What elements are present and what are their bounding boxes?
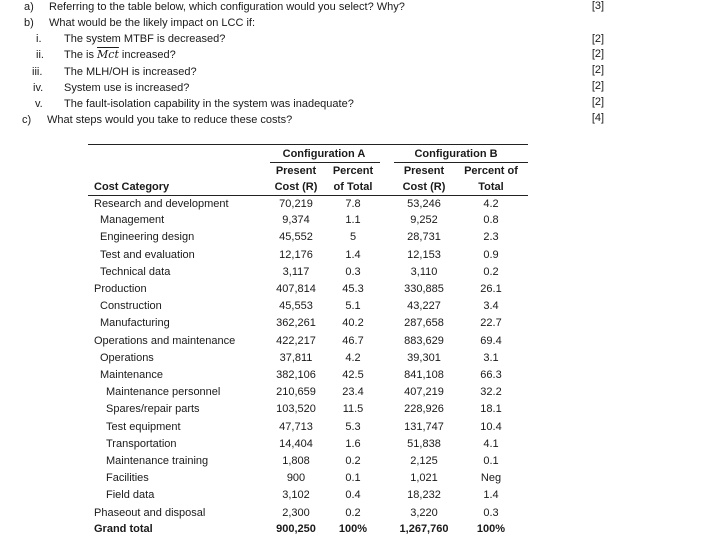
config-b-percent: 32.2: [480, 386, 502, 398]
question-text: What would be the likely impact on LCC if:: [49, 17, 256, 29]
b-present-header-2: Cost (R): [402, 181, 446, 193]
question-text: The MLH/OH is increased?: [64, 66, 197, 78]
config-a-header: Configuration A: [282, 148, 366, 160]
cost-category-label: Test equipment: [106, 421, 181, 433]
config-a-cost: 45,553: [279, 300, 313, 312]
config-a-cost: 45,552: [279, 231, 313, 243]
config-a-cost: 9,374: [282, 214, 310, 226]
cost-category-label: Operations and maintenance: [94, 335, 236, 347]
question-text-end: increased?: [118, 49, 176, 61]
config-a-percent: 0.3: [345, 266, 361, 278]
config-b-header: Configuration B: [414, 148, 498, 160]
config-a-cost: 1,808: [282, 455, 310, 467]
question-text-start: The is: [64, 49, 98, 61]
config-a-cost: 3,102: [282, 489, 310, 501]
config-a-cost: 14,404: [279, 438, 313, 450]
config-b-cost: 228,926: [404, 403, 444, 415]
config-a-percent: 0.1: [345, 472, 361, 484]
config-a-cost: 103,520: [276, 403, 316, 415]
config-b-percent: 0.8: [483, 214, 499, 226]
config-a-percent: 45.3: [342, 283, 364, 295]
question-text: [64, 47, 176, 63]
config-a-percent: 23.4: [342, 386, 364, 398]
config-b-cost: 51,838: [407, 438, 441, 450]
a-percent-header-2: of Total: [333, 181, 373, 193]
question-number: i.: [36, 33, 42, 45]
config-a-cost: 900: [286, 472, 306, 484]
cost-category-label: Production: [94, 283, 147, 295]
cost-category-label: Engineering design: [100, 231, 195, 243]
cost-category-label: Transportation: [106, 438, 177, 450]
question-number: iii.: [32, 66, 43, 78]
question-text: Referring to the table below, which configuration would you select? Why?: [49, 1, 405, 13]
config-a-percent: 46.7: [342, 335, 364, 347]
question-text: The fault-isolation capability in the system was inadequate?: [64, 98, 354, 110]
cost-category-label: Spares/repair parts: [106, 403, 200, 415]
config-b-cost: 28,731: [407, 231, 441, 243]
config-b-cost: 3,110: [410, 266, 438, 278]
question-mark: [2]: [591, 33, 605, 45]
config-b-percent: 18.1: [480, 403, 502, 415]
config-a-percent: 11.5: [342, 403, 364, 415]
question-mark: [2]: [591, 80, 605, 92]
config-b-cost: 131,747: [404, 421, 444, 433]
config-b-percent: 0.2: [483, 266, 499, 278]
cost-category-label: Construction: [100, 300, 162, 312]
a-present-header: Present: [275, 165, 317, 177]
question-number: c): [22, 114, 32, 126]
config-a-percent: 42.5: [342, 369, 364, 381]
config-b-percent: 100%: [476, 523, 506, 535]
config-b-cost: 53,246: [407, 198, 441, 210]
config-a-percent: 7.8: [345, 198, 361, 210]
question-mark: [2]: [591, 96, 605, 108]
config-a-percent: 5.3: [345, 421, 361, 433]
cost-category-label: Maintenance: [100, 369, 163, 381]
config-a-percent: 1.6: [345, 438, 361, 450]
question-number: a): [24, 1, 34, 13]
config-a-cost: 382,106: [276, 369, 316, 381]
question-number: v.: [35, 98, 43, 110]
question-number: ii.: [36, 49, 44, 61]
config-b-cost: 2,125: [410, 455, 438, 467]
config-b-percent: 4.1: [483, 438, 499, 450]
config-a-percent: 100%: [338, 523, 368, 535]
config-b-cost: 407,219: [404, 386, 444, 398]
config-a-percent: 0.2: [345, 455, 361, 467]
config-a-percent: 0.4: [345, 489, 361, 501]
question-number: b): [24, 17, 34, 29]
config-a-percent: 5.1: [345, 300, 361, 312]
a-percent-header: Percent: [332, 165, 374, 177]
config-b-percent: Neg: [480, 472, 502, 484]
question-text: What steps would you take to reduce these costs?: [47, 114, 293, 126]
b-percent-header: Percent of: [464, 165, 518, 177]
config-a-percent: 40.2: [342, 317, 364, 329]
question-mark: [2]: [591, 64, 605, 76]
config-a-cost: 2,300: [282, 507, 310, 519]
config-b-percent: 0.9: [483, 249, 499, 261]
config-b-percent: 4.2: [483, 198, 499, 210]
config-b-cost: 43,227: [407, 300, 441, 312]
config-b-cost: 3,220: [410, 507, 438, 519]
config-a-cost: 900,250: [276, 523, 316, 535]
config-b-cost: 1,021: [410, 472, 438, 484]
config-a-cost: 422,217: [276, 335, 316, 347]
config-b-percent: 3.1: [483, 352, 499, 364]
cost-category-label: Maintenance training: [106, 455, 209, 467]
config-a-percent: 1.1: [345, 214, 361, 226]
cost-category-label: Facilities: [106, 472, 149, 484]
question-mark: [2]: [591, 48, 605, 60]
config-a-cost: 37,811: [279, 352, 313, 364]
question-text: The system MTBF is decreased?: [64, 33, 226, 45]
table-top-rule: [88, 144, 528, 145]
config-a-percent: 4.2: [345, 352, 361, 364]
config-a-cost: 3,117: [282, 266, 310, 278]
cost-category-label: Maintenance personnel: [106, 386, 221, 398]
config-a-percent: 5: [349, 231, 357, 243]
cost-category-header: Cost Category: [94, 181, 170, 193]
config-b-percent: 0.3: [483, 507, 499, 519]
config-b-cost: 287,658: [404, 317, 444, 329]
config-a-cost: 210,659: [276, 386, 316, 398]
config-a-cost: 47,713: [279, 421, 313, 433]
question-mark: [4]: [591, 112, 605, 124]
config-b-percent: 1.4: [483, 489, 499, 501]
config-a-cost: 362,261: [276, 317, 316, 329]
question-number: iv.: [33, 82, 44, 94]
config-b-percent: 0.1: [483, 455, 499, 467]
config-b-cost: 12,153: [407, 249, 441, 261]
config-b-percent: 22.7: [480, 317, 502, 329]
cost-category-label: Research and development: [94, 198, 229, 210]
b-percent-header-2: Total: [478, 181, 504, 193]
a-present-header-2: Cost (R): [274, 181, 318, 193]
b-present-header: Present: [403, 165, 445, 177]
cost-category-label: Phaseout and disposal: [94, 507, 206, 519]
config-b-percent: 3.4: [483, 300, 499, 312]
config-b-percent: 2.3: [483, 231, 499, 243]
config-b-percent: 69.4: [480, 335, 502, 347]
cost-category-label: Management: [100, 214, 165, 226]
cost-category-label: Technical data: [100, 266, 171, 278]
config-b-percent: 66.3: [480, 369, 502, 381]
config-b-cost: 330,885: [404, 283, 444, 295]
question-text: System use is increased?: [64, 82, 190, 94]
question-mark: [3]: [591, 0, 605, 12]
config-b-cost: 1,267,760: [399, 523, 449, 535]
config-b-percent: 10.4: [480, 421, 502, 433]
cost-category-label: Field data: [106, 489, 155, 501]
config-a-cost: 12,176: [279, 249, 313, 261]
mct-symbol: $\overline{Mct}$: [97, 48, 119, 61]
config-b-cost: 9,252: [410, 214, 438, 226]
cost-category-label: Manufacturing: [100, 317, 170, 329]
config-b-percent: 26.1: [480, 283, 502, 295]
config-b-cost: 18,232: [407, 489, 441, 501]
cost-category-label: Operations: [100, 352, 154, 364]
config-a-cost: 70,219: [279, 198, 313, 210]
cost-category-label: Grand total: [94, 523, 153, 535]
config-a-percent: 1.4: [345, 249, 361, 261]
config-b-cost: 39,301: [407, 352, 441, 364]
config-b-cost: 883,629: [404, 335, 444, 347]
config-b-cost: 841,108: [404, 369, 444, 381]
config-a-cost: 407,814: [276, 283, 316, 295]
cost-category-label: Test and evaluation: [100, 249, 195, 261]
config-a-percent: 0.2: [345, 507, 361, 519]
